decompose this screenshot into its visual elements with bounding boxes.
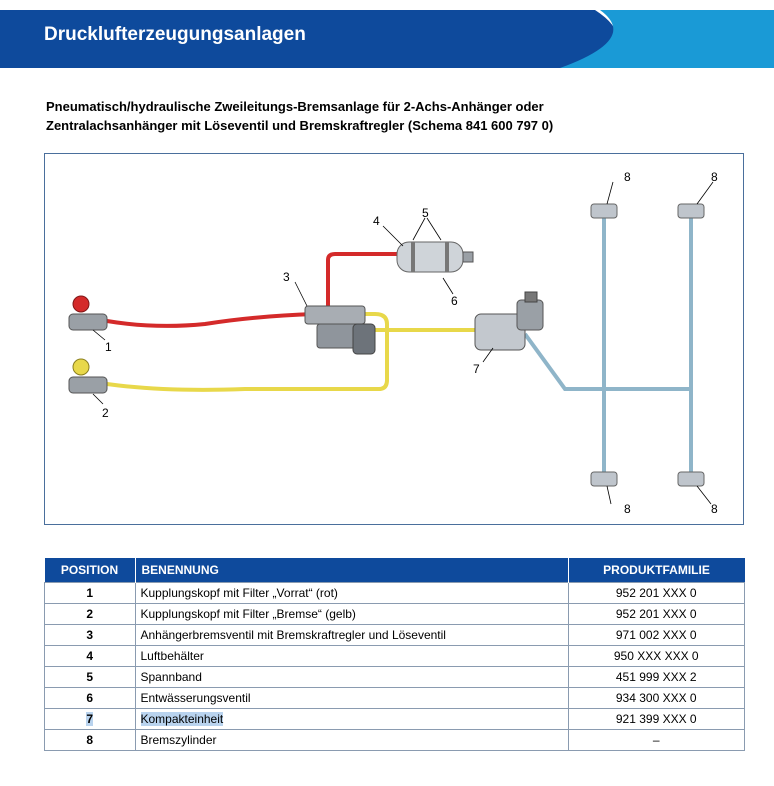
row-family: – (568, 730, 745, 751)
callout-7: 7 (473, 362, 480, 376)
table-row (45, 646, 745, 667)
parts-table (44, 558, 745, 751)
row-name: Kupplungskopf mit Filter „Bremse“ (gelb) (135, 604, 568, 625)
row-name (135, 709, 568, 730)
row-family: 921 399 XXX 0 (568, 709, 745, 730)
brake-system-diagram (44, 153, 744, 525)
row-name: Luftbehälter (135, 646, 568, 667)
row-name: Entwässerungsventil (135, 688, 568, 709)
row-name: Spannband (135, 667, 568, 688)
callout-4: 4 (373, 214, 380, 228)
row-position (45, 709, 136, 730)
row-name: Kupplungskopf mit Filter „Vorrat“ (rot) (135, 583, 568, 604)
compact-unit (475, 292, 543, 350)
row-position-highlight: 7 (86, 712, 94, 726)
row-position: 5 (45, 667, 136, 688)
row-position: 2 (45, 604, 136, 625)
callout-5: 5 (422, 206, 429, 220)
row-family: 952 201 XXX 0 (568, 583, 745, 604)
schematic-drawing (45, 154, 743, 524)
page-title: Drucklufterzeugungsanlagen (44, 24, 306, 45)
callout-8-top-left: 8 (624, 170, 631, 184)
row-position: 8 (45, 730, 136, 751)
table-row (45, 583, 745, 604)
callout-leaders (93, 182, 713, 504)
row-name-highlight: Kompakteinheit (140, 712, 224, 726)
row-family: 971 002 XXX 0 (568, 625, 745, 646)
callout-6: 6 (451, 294, 458, 308)
trailer-brake-valve (305, 306, 375, 354)
callout-8-bottom-left: 8 (624, 502, 631, 516)
subtitle-line-1: Pneumatisch/hydraulische Zweileitungs-Bremsanlage für 2-Achs-Anhänger oder (46, 99, 544, 114)
header-produktfamilie: PRODUKTFAMILIE (568, 558, 745, 583)
table-row (45, 688, 745, 709)
header-benennung: BENENNUNG (135, 558, 568, 583)
row-position: 6 (45, 688, 136, 709)
row-family: 934 300 XXX 0 (568, 688, 745, 709)
schema-subtitle (46, 97, 746, 135)
header-position: POSITION (45, 558, 136, 583)
table-header-row (45, 558, 745, 583)
callout-8-top-right: 8 (711, 170, 718, 184)
table-row (45, 730, 745, 751)
callout-8-bottom-right: 8 (711, 502, 718, 516)
coupling-head-red (69, 296, 107, 330)
table-row-selected[interactable] (45, 709, 745, 730)
row-family: 451 999 XXX 2 (568, 667, 745, 688)
row-family: 952 201 XXX 0 (568, 604, 745, 625)
row-position: 3 (45, 625, 136, 646)
row-name: Anhängerbremsventil mit Bremskraftregler und Löseventil (135, 625, 568, 646)
table-row (45, 667, 745, 688)
callout-2: 2 (102, 406, 109, 420)
callout-1: 1 (105, 340, 112, 354)
callout-3: 3 (283, 270, 290, 284)
table-row (45, 625, 745, 646)
row-position: 1 (45, 583, 136, 604)
hydraulic-lines (525, 212, 693, 479)
row-family: 950 XXX XXX 0 (568, 646, 745, 667)
table-row (45, 604, 745, 625)
air-reservoir (397, 242, 473, 272)
subtitle-line-2: Zentralachsanhänger mit Löseventil und Bremskraftregler (Schema 841 600 797 0) (46, 118, 554, 133)
row-name: Bremszylinder (135, 730, 568, 751)
coupling-head-yellow (69, 359, 107, 393)
row-position: 4 (45, 646, 136, 667)
brake-cylinders (591, 204, 704, 486)
